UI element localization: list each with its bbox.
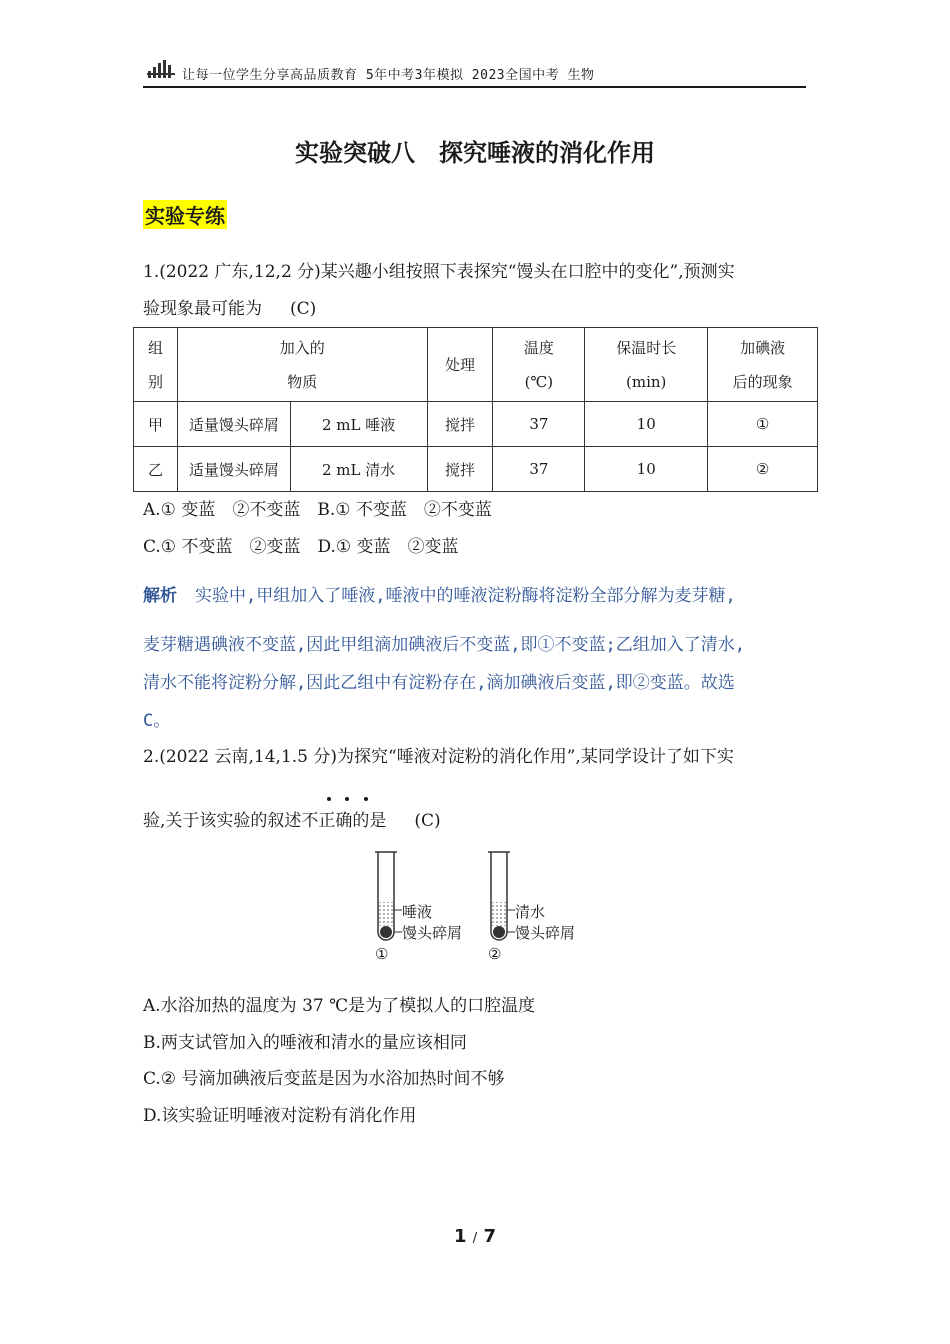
tube2-number: ②	[488, 945, 502, 963]
header-group: 组 别	[134, 328, 178, 402]
header-phenomenon: 加碘液 后的现象	[708, 328, 818, 402]
q1-table	[133, 327, 818, 492]
header-process: 处理	[427, 328, 493, 402]
cell-temp: 37	[493, 402, 585, 447]
cell-liquid: 2 mL 清水	[290, 447, 427, 492]
cell-time: 10	[585, 402, 708, 447]
q1-stem-text: 验现象最可能为	[143, 299, 262, 319]
emphasis-dot	[364, 797, 368, 801]
explanation-line3: 清水不能将淀粉分解,因此乙组中有淀粉存在,滴加碘液后变蓝,即②变蓝。故选	[143, 673, 735, 693]
q2-stem-line2: 验,关于该实验的叙述不正确的是 (C)	[143, 811, 441, 831]
q2-option-c: C.② 号滴加碘液后变蓝是因为水浴加热时间不够	[143, 1069, 505, 1089]
tube1-solid-label: 馒头碎屑	[402, 924, 463, 942]
cell-process: 搅拌	[427, 447, 493, 492]
explanation-line2: 麦芽糖遇碘液不变蓝,因此甲组滴加碘液后不变蓝,即①不变蓝;乙组加入了清水,	[143, 635, 745, 655]
q1-answer: (C)	[290, 299, 317, 319]
header-substance: 加入的 物质	[177, 328, 427, 402]
q2-option-a: A.水浴加热的温度为 37 ℃是为了模拟人的口腔温度	[143, 996, 536, 1016]
table-header-row	[134, 328, 818, 402]
q2-option-d: D.该实验证明唾液对淀粉有消化作用	[143, 1106, 417, 1126]
table-row	[134, 402, 818, 447]
q1-options-line1: A.① 变蓝 ②不变蓝 B.① 不变蓝 ②不变蓝	[143, 500, 492, 520]
cell-process: 搅拌	[427, 402, 493, 447]
page-title: 实验突破八 探究唾液的消化作用	[295, 139, 655, 167]
page-number: 1 / 7	[453, 1226, 496, 1247]
q1-stem-line2	[143, 294, 316, 319]
header-text: 让每一位学生分享高品质教育 5年中考3年模拟 2023全国中考 生物	[182, 68, 595, 83]
q2-option-b: B.两支试管加入的唾液和清水的量应该相同	[143, 1033, 467, 1053]
section-label: 实验专练	[143, 200, 227, 229]
q2-answer: (C)	[414, 811, 441, 831]
emphasis-dot	[327, 797, 331, 801]
explanation-line1: 解析 实验中,甲组加入了唾液,唾液中的唾液淀粉酶将淀粉全部分解为麦芽糖,	[143, 586, 736, 606]
cell-temp: 37	[493, 447, 585, 492]
publisher-logo-icon	[147, 59, 175, 79]
cell-result: ①	[708, 402, 818, 447]
tube2-solid-label: 馒头碎屑	[515, 924, 576, 942]
emphasis-dot	[345, 797, 349, 801]
q1-options-line2: C.① 不变蓝 ②变蓝 D.① 变蓝 ②变蓝	[143, 537, 459, 557]
q1-stem-line1: 1.(2022 广东,12,2 分)某兴趣小组按照下表探究“馒头在口腔中的变化”,预测实	[143, 262, 735, 282]
cell-result: ②	[708, 447, 818, 492]
emphasis-text: 不正确	[301, 811, 353, 831]
tube1-liquid-label: 唾液	[402, 903, 433, 921]
cell-time: 10	[585, 447, 708, 492]
cell-item: 适量馒头碎屑	[177, 447, 290, 492]
cell-group: 甲	[134, 402, 178, 447]
cell-liquid: 2 mL 唾液	[290, 402, 427, 447]
cell-group: 乙	[134, 447, 178, 492]
tube1-number: ①	[375, 945, 389, 963]
header-time: 保温时长 (min)	[585, 328, 708, 402]
header-temp: 温度 (℃)	[493, 328, 585, 402]
table-row	[134, 447, 818, 492]
q2-stem-line1: 2.(2022 云南,14,1.5 分)为探究“唾液对淀粉的消化作用”,某同学设计了如下实	[143, 747, 734, 767]
explanation-label: 解析	[143, 586, 177, 606]
cell-item: 适量馒头碎屑	[177, 402, 290, 447]
tube2-liquid-label: 清水	[515, 903, 546, 921]
explanation-line4: C。	[143, 711, 171, 731]
